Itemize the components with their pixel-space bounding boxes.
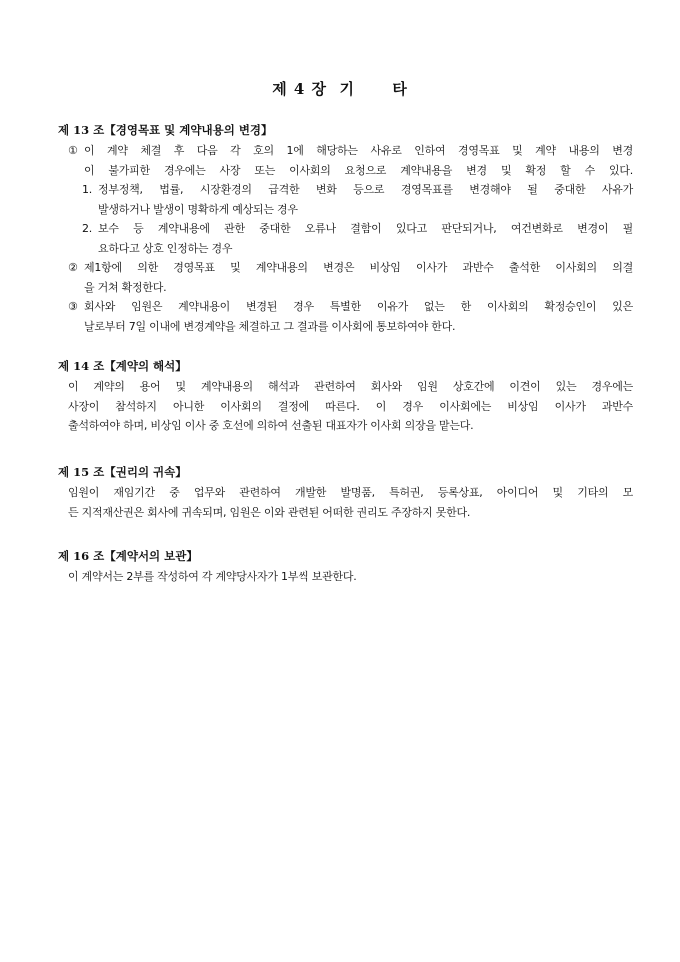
clause-text: 날로부터 7일 이내에 변경계약을 체결하고 그 결과를 이사회에 통보하여야 한다. (84, 319, 456, 333)
clause-text: 이 계약서는 2부를 작성하여 각 계약당사자가 1부씩 보관한다. (68, 570, 357, 583)
clause-marker: 2. (82, 222, 92, 235)
clause-text: 이 계약 체결 후 다음 각 호의 1에 해당하는 사유로 인하여 경영목표 및 계약 내용의 변경 (84, 144, 633, 157)
clause-line (58, 483, 633, 503)
clause-text: 이 계약의 용어 및 계약내용의 해석과 관련하여 회사와 임원 상호간에 이견이 있는 경우에는 (68, 380, 633, 393)
clause-line (58, 278, 633, 298)
clause-marker: ③ (68, 300, 78, 313)
clause-line (58, 258, 633, 278)
article-body (58, 483, 633, 522)
clause-line (58, 567, 633, 587)
clause-line (58, 239, 633, 259)
article-14 (58, 358, 633, 436)
clause-text: 이 불가피한 경우에는 사장 또는 이사회의 요청으로 계약내용을 변경 및 확정 할 수 있다. (84, 163, 633, 177)
clause-line (58, 200, 633, 220)
clause-text: 임원이 재임기간 중 업무와 관련하여 개발한 발명품, 특허권, 등록상표, 아이디어 및 기타의 모 (68, 486, 633, 499)
clause-text: 사장이 참석하지 아니한 이사회의 결정에 따른다. 이 경우 이사회에는 비상임 이사가 과반수 (68, 399, 633, 413)
clause-text: 출석하여야 하며, 비상임 이사 중 호선에 의하여 선출된 대표자가 이사회 의장을 맡는다. (68, 419, 474, 432)
clause-line (58, 297, 633, 317)
article-heading: 제 13 조【경영목표 및 계약내용의 변경】 (58, 123, 273, 137)
clause-line (58, 416, 633, 436)
article-body (58, 567, 633, 587)
clause-text: 든 지적재산권은 회사에 귀속되며, 임원은 이와 관련된 어떠한 권리도 주장하지 못한다. (68, 505, 471, 519)
article-heading: 제 16 조【계약서의 보관】 (58, 549, 198, 563)
article-body (58, 377, 633, 436)
clause-marker: ① (68, 144, 78, 157)
clause-marker: ② (68, 261, 78, 274)
clause-text: 제1항에 의한 경영목표 및 계약내용의 변경은 비상임 이사가 과반수 출석한 이사회의 의결 (84, 261, 633, 274)
article-16 (58, 548, 633, 587)
clause-text: 보수 등 계약내용에 관한 중대한 오류나 결함이 있다고 판단되거나, 여건변화로 변경이 필 (98, 222, 633, 235)
article-heading: 제 15 조【권리의 귀속】 (58, 465, 187, 479)
clause-line (58, 161, 633, 181)
clause-line (58, 180, 633, 200)
article-heading: 제 14 조【계약의 해석】 (58, 359, 187, 373)
clause-line (58, 141, 633, 161)
article-13 (58, 122, 633, 336)
clause-text: 정부정책, 법률, 시장환경의 급격한 변화 등으로 경영목표를 변경해야 될 중대한 사유가 (98, 183, 633, 196)
clause-line (58, 397, 633, 417)
chapter-title: 제 4 장 기 타 (272, 80, 408, 98)
clause-line (58, 219, 633, 239)
article-body (58, 141, 633, 336)
clause-text: 회사와 임원은 계약내용이 변경된 경우 특별한 이유가 없는 한 이사회의 확정승인이 있은 (84, 300, 633, 313)
clause-text: 발생하거나 발생이 명확하게 예상되는 경우 (98, 202, 298, 216)
clause-line (58, 503, 633, 523)
clause-line (58, 377, 633, 397)
clause-text: 을 거쳐 확정한다. (84, 280, 167, 294)
article-15 (58, 464, 633, 522)
clause-marker: 1. (82, 183, 92, 196)
clause-text: 요하다고 상호 인정하는 경우 (98, 241, 233, 255)
clause-line (58, 317, 633, 337)
